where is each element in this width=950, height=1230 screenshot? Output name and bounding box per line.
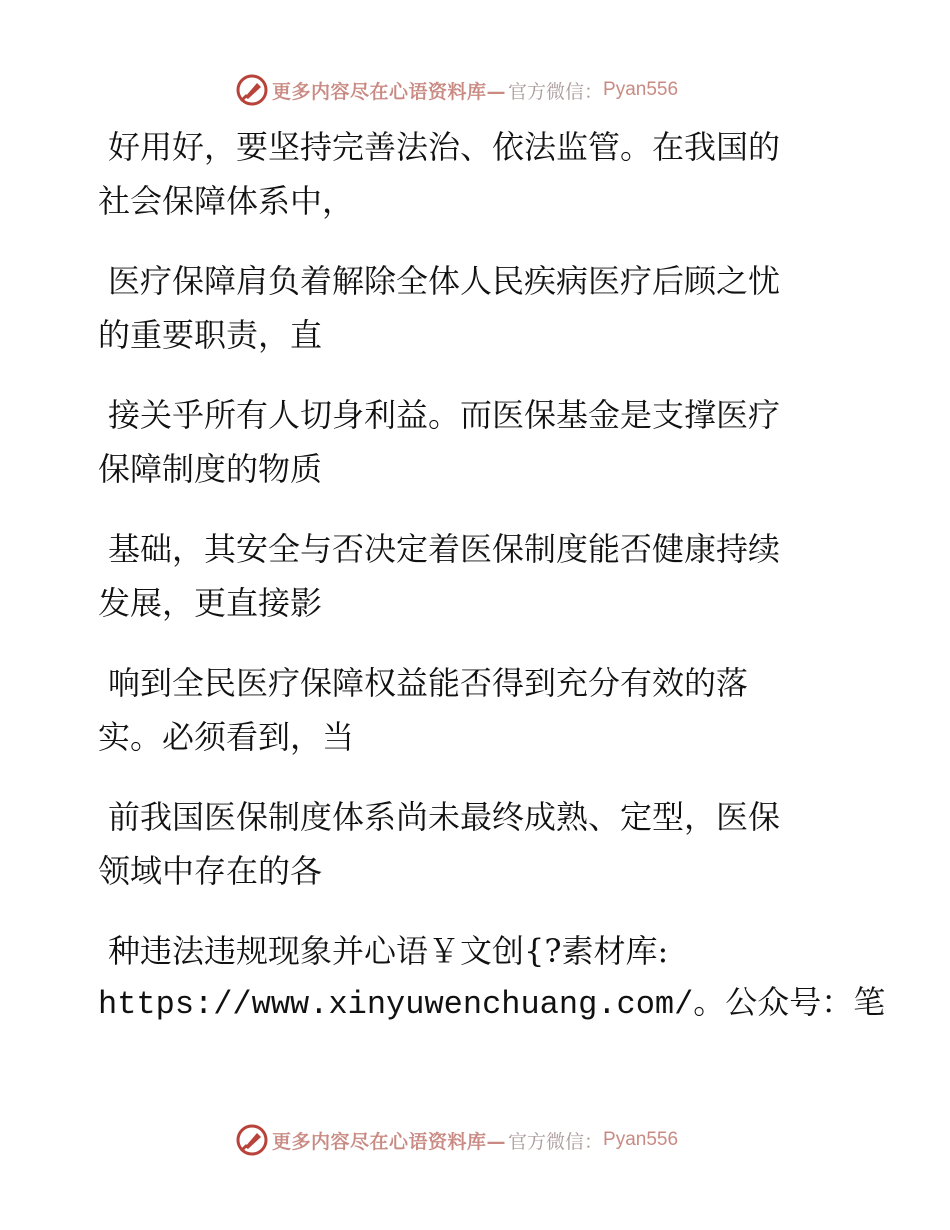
- paragraph-line: 基础，其安全与否决定着医保制度能否健康持续: [108, 530, 781, 568]
- paragraph: [98, 924, 886, 1032]
- wechat-label: 官方微信：: [508, 80, 604, 103]
- paragraph-line: 领域中存在的各: [98, 852, 323, 890]
- footer-banner: [236, 1122, 678, 1158]
- wechat-label: 官方微信：: [508, 1130, 604, 1153]
- document-body: [98, 120, 886, 1058]
- paragraph-line: 医疗保障肩负着解除全体人民疾病医疗后顾之忧: [108, 262, 781, 300]
- paragraph-line: 种违法违规现象并心语￥文创{?素材库:: [108, 932, 669, 970]
- paragraph-line: 发展，更直接影: [98, 584, 323, 622]
- header-banner: [236, 72, 678, 108]
- paragraph: [98, 388, 858, 496]
- paragraph-line: 响到全民医疗保障权益能否得到充分有效的落: [108, 664, 749, 702]
- wechat-id: Pyan556: [603, 1129, 679, 1150]
- banner-text: 更多内容尽在心语资料库—: [272, 80, 507, 103]
- paragraph-line: 接关乎所有人切身利益。而医保基金是支撑医疗: [108, 396, 781, 434]
- paragraph: [98, 790, 858, 898]
- paragraph-line: 实。必须看到，当: [98, 718, 355, 756]
- paragraph-line: 好用好，要坚持完善法治、依法监管。在我国的: [108, 128, 781, 166]
- paragraph-line: 的重要职责，直: [98, 316, 323, 354]
- wechat-id: Pyan556: [603, 79, 679, 100]
- paragraph-line: 保障制度的物质: [98, 450, 323, 488]
- paragraph-line: 社会保障体系中，: [98, 182, 355, 220]
- banner-text: 更多内容尽在心语资料库—: [272, 1130, 507, 1153]
- paragraph: [98, 120, 858, 228]
- pen-nib-logo-icon: [236, 74, 268, 106]
- paragraph: [98, 254, 858, 362]
- paragraph: [98, 656, 858, 764]
- paragraph-line: 前我国医保制度体系尚未最终成熟、定型，医保: [108, 798, 781, 836]
- paragraph: [98, 522, 858, 630]
- pen-nib-logo-icon: [236, 1124, 268, 1156]
- url-line: https://www.xinyuwenchuang.com/。公众号：笔: [98, 986, 886, 1023]
